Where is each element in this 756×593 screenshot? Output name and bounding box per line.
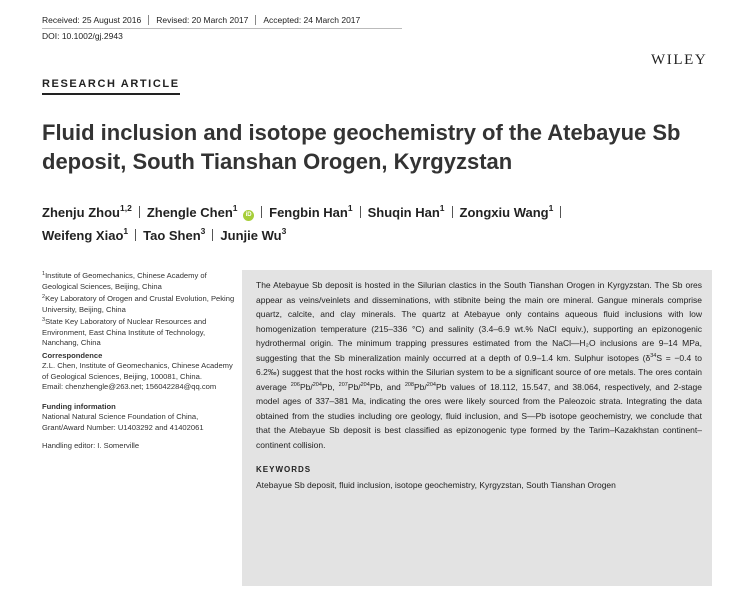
divider	[212, 229, 213, 241]
divider	[255, 15, 256, 25]
accepted-date: Accepted: 24 March 2017	[263, 15, 361, 25]
correspondence-email[interactable]: Email: chenzhengle@263.net; 156042284@qq.com	[42, 382, 217, 391]
keywords-heading: KEYWORDS	[256, 465, 312, 474]
author[interactable]: Zhengle Chen$^1$ iD	[147, 205, 254, 220]
divider	[139, 206, 140, 218]
author[interactable]: Zongxiu Wang$^1$	[459, 203, 554, 220]
handling-editor: Handling editor: I. Somerville	[42, 441, 140, 450]
publisher-logo: WILEY	[651, 52, 708, 68]
funding-heading: Funding information	[42, 401, 116, 411]
received-date: Received: 25 August 2016	[42, 15, 142, 25]
correspondence-heading: Correspondence	[42, 350, 103, 360]
author[interactable]: Tao Shen$^3$	[143, 226, 206, 243]
divider	[560, 206, 561, 218]
divider	[360, 206, 361, 218]
revised-date: Revised: 20 March 2017	[156, 15, 249, 25]
divider	[135, 229, 136, 241]
divider	[261, 206, 262, 218]
abstract-box	[242, 270, 712, 586]
keywords-text: Atebayue Sb deposit, fluid inclusion, isotope geochemistry, Kyrgyzstan, South Tianshan Orogen	[256, 480, 616, 490]
author[interactable]: Zhenju Zhou$^{1,2}$	[42, 203, 132, 220]
author[interactable]: Shuqin Han$^1$	[367, 203, 445, 220]
header-rule	[42, 28, 402, 29]
orcid-icon[interactable]: iD	[243, 210, 254, 221]
author[interactable]: Fengbin Han$^1$	[269, 203, 353, 220]
affiliation: $^3$State Key Laboratory of Nuclear Resources and Environment, East China Institute of Technology, Nanchang, China	[42, 317, 207, 347]
article-history	[42, 15, 360, 25]
correspondence-address: Z.L. Chen, Institute of Geomechanics, Chinese Academy of Geological Sciences, Beijing, 100081, China.	[42, 361, 233, 381]
author-info-column	[42, 271, 237, 452]
funding-text: National Natural Science Foundation of China, Grant/Award Number: U1403292 and 41402061	[42, 412, 204, 432]
abstract-text: The Atebayue Sb deposit is hosted in the Silurian clastics in the South Tianshan Orogen in Kyrgyzstan. The Sb ores appear as veins/veinlets and disseminations, with stibnite being the main ore mineral. Gangue minerals comprise quartz, calcite, and clay minerals. The quartz at Atebayue only contains aqueous fluid inclusions with low homogenization temperature (215–336 °C) and salinity (3.4–6.9 wt.% NaCl equiv.), supporting an epizonogenic hydrothermal origin. The minimum trapping pressures estimated from the NaCl—H₂O inclusions are 9–14 MPa, suggesting that the Sb mineralization mainly occurred at a depth of 0.9–1.4 km. Sulphur isotopes ($\delta^{34}S = -0.4$ to 6.2‰) suggest that the host rocks within the Silurian system to be a significant source of ore metals. The ores contain average $^{206}$Pb/$^{204}$Pb, $^{207}$Pb/$^{204}$Pb, and $^{208}$Pb/$^{204}$Pb values of 18.112, 15.547, and 38.064, respectively, and 2-stage model ages of 337–381 Ma, indicating the ores were likely sourced from the Paleozoic strata. Integrating the data obtained from the studies including ore geology, fluid inclusion, and S—Pb isotope geochemistry, we conclude that that the Atebayue Sb deposit is best classified as epizonogenic type formed by the Tarim–Kazakhstan continent–continent collision.	[256, 280, 703, 450]
divider	[148, 15, 149, 25]
author[interactable]: Weifeng Xiao$^1$	[42, 226, 129, 243]
divider	[452, 206, 453, 218]
author[interactable]: Junjie Wu$^3$	[220, 226, 287, 243]
author-list	[42, 201, 722, 247]
article-type: RESEARCH ARTICLE	[42, 78, 180, 95]
article-title: Fluid inclusion and isotope geochemistry of the Atebayue Sb deposit, South Tianshan Orogen, Kyrgyzstan	[42, 120, 681, 174]
affiliation: $^2$Key Laboratory of Orogen and Crustal Evolution, Peking University, Beijing, China	[42, 294, 235, 314]
doi-link[interactable]: DOI: 10.1002/gj.2943	[42, 31, 123, 41]
affiliation: $^1$Institute of Geomechanics, Chinese Academy of Geological Sciences, Beijing, China	[42, 271, 207, 291]
